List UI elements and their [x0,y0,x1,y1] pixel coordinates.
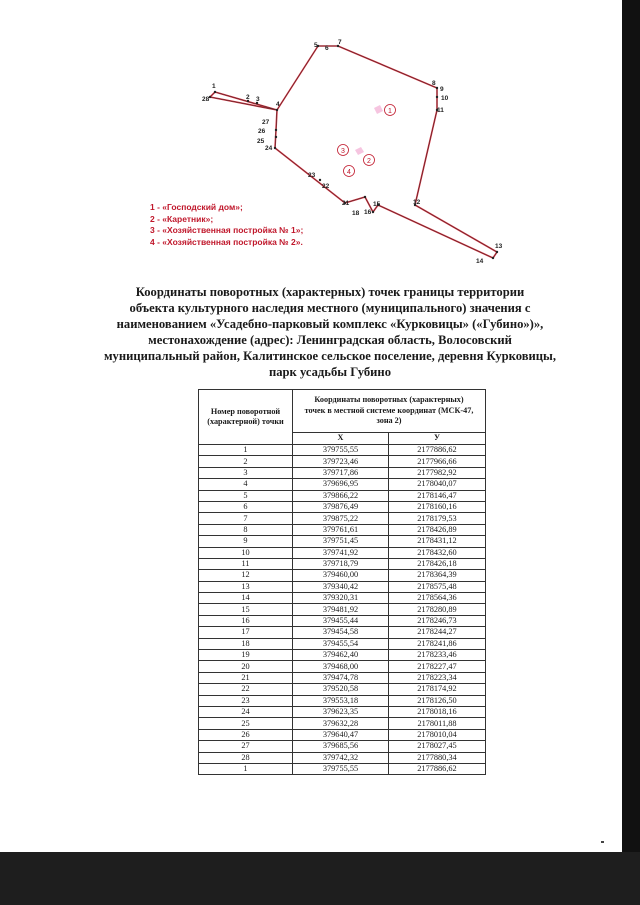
y-coordinate-cell: 2178280,89 [389,604,486,615]
heading-line: парк усадьбы Губино [269,365,391,379]
x-coordinate-cell: 379696,95 [293,479,389,490]
table-row [199,695,486,706]
point-label-21: 21 [342,200,350,207]
table-row [199,490,486,501]
svg-text:4: 4 [347,169,351,176]
svg-text:1: 1 [388,108,392,115]
table-row [199,661,486,672]
header-x: X [293,433,389,445]
y-coordinate-cell: 2178174,92 [389,684,486,695]
x-coordinate-cell: 379751,45 [293,536,389,547]
table-row [199,536,486,547]
point-number-cell: 17 [199,627,293,638]
x-coordinate-cell: 379320,31 [293,593,389,604]
y-coordinate-cell: 2178244,27 [389,627,486,638]
y-coordinate-cell: 2178432,60 [389,547,486,558]
scan-edge [622,0,640,905]
point-number-cell: 14 [199,593,293,604]
y-coordinate-cell: 2178431,12 [389,536,486,547]
x-coordinate-cell: 379474,78 [293,672,389,683]
point-label-12: 12 [413,199,421,206]
table-row [199,524,486,535]
point-number-cell: 1 [199,763,293,774]
plan-legend [150,202,370,248]
point-label-9: 9 [440,86,444,93]
point-number-cell: 25 [199,718,293,729]
x-coordinate-cell: 379742,32 [293,752,389,763]
legend-item: 3 - «Хозяйственная постройка № 1»; [150,225,304,235]
point-number-cell: 16 [199,615,293,626]
y-coordinate-cell: 2178246,73 [389,615,486,626]
point-number-cell: 13 [199,581,293,592]
building-marker-3 [338,145,349,156]
y-coordinate-cell: 2177886,62 [389,763,486,774]
legend-item: 1 - «Господский дом»; [150,202,243,212]
x-coordinate-cell: 379340,42 [293,581,389,592]
building-marker-1 [374,105,396,116]
table-row [199,763,486,774]
x-coordinate-cell: 379723,46 [293,456,389,467]
point-label-10: 10 [441,95,449,102]
table-row [199,581,486,592]
point-number-cell: 12 [199,570,293,581]
point-number-cell: 23 [199,695,293,706]
table-row [199,479,486,490]
x-coordinate-cell: 379685,56 [293,741,389,752]
point-label-23: 23 [308,172,316,179]
y-coordinate-cell: 2178018,16 [389,706,486,717]
building-marker-4 [344,166,355,177]
y-coordinate-cell: 2177886,62 [389,445,486,456]
heading-line: объекта культурного наследия местного (муниципального) значения с [129,301,531,315]
point-number-cell: 21 [199,672,293,683]
x-coordinate-cell: 379640,47 [293,729,389,740]
x-coordinate-cell: 379623,35 [293,706,389,717]
table-row [199,638,486,649]
x-coordinate-cell: 379468,00 [293,661,389,672]
point-label-8: 8 [432,80,436,87]
table-row [199,547,486,558]
table-row [199,593,486,604]
table-row [199,456,486,467]
x-coordinate-cell: 379520,58 [293,684,389,695]
point-label-11: 11 [437,107,444,114]
y-coordinate-cell: 2178426,89 [389,524,486,535]
svg-text:3: 3 [341,148,345,155]
point-label-24: 24 [265,145,273,152]
building-marker-2 [355,147,375,166]
y-coordinate-cell: 2178364,39 [389,570,486,581]
y-coordinate-cell: 2178564,36 [389,593,486,604]
point-number-cell: 4 [199,479,293,490]
y-coordinate-cell: 2178146,47 [389,490,486,501]
heading-line: наименованием «Усадебно-парковый комплекс «Курковицы» («Губино»)», [116,317,544,331]
point-number-cell: 10 [199,547,293,558]
point-label-3: 3 [256,96,260,103]
table-row [199,570,486,581]
table-row [199,445,486,456]
x-coordinate-cell: 379761,61 [293,524,389,535]
table-row [199,706,486,717]
x-coordinate-cell: 379455,54 [293,638,389,649]
y-coordinate-cell: 2178011,88 [389,718,486,729]
point-number-cell: 19 [199,650,293,661]
x-coordinate-cell: 379553,18 [293,695,389,706]
x-coordinate-cell: 379455,44 [293,615,389,626]
point-number-cell: 3 [199,467,293,478]
x-coordinate-cell: 379755,55 [293,763,389,774]
legend-item: 2 - «Каретник»; [150,213,214,224]
point-number-cell: 1 [199,445,293,456]
heading-line: местонахождение (адрес): Ленинградская область, Волосовский [148,333,512,347]
table-row [199,672,486,683]
table-row [199,604,486,615]
table-row [199,501,486,512]
table-row [199,729,486,740]
y-coordinate-cell: 2178010,04 [389,729,486,740]
table-row [199,627,486,638]
x-coordinate-cell: 379632,28 [293,718,389,729]
point-label-16: 16 [364,209,372,216]
point-number-cell: 22 [199,684,293,695]
point-number-cell: 5 [199,490,293,501]
x-coordinate-cell: 379462,40 [293,650,389,661]
x-coordinate-cell: 379875,22 [293,513,389,524]
table-row [199,558,486,569]
y-coordinate-cell: 2177982,92 [389,467,486,478]
point-label-14: 14 [476,258,484,265]
y-coordinate-cell: 2177966,66 [389,456,486,467]
point-number-cell: 26 [199,729,293,740]
point-number-cell: 28 [199,752,293,763]
point-label-2: 2 [246,94,250,101]
point-number-cell: 6 [199,501,293,512]
point-label-5: 5 [314,42,318,49]
header-coordinates: Координаты поворотных (характерных) точек в местной системе координат (МСК-47, зона 2) [293,390,486,433]
header-point-number: Номер поворотной (характерной) точки [199,390,293,445]
heading-line: муниципальный район, Калитинское сельское поселение, деревня Курковицы, [103,349,557,363]
point-label-4: 4 [276,101,280,108]
coordinates-table-body [199,445,486,775]
y-coordinate-cell: 2178233,46 [389,650,486,661]
point-label-27: 27 [262,119,270,126]
x-coordinate-cell: 379876,49 [293,501,389,512]
point-label-15: 15 [373,201,381,208]
point-label-7: 7 [338,39,342,46]
point-number-cell: 27 [199,741,293,752]
table-row [199,467,486,478]
y-coordinate-cell: 2177880,34 [389,752,486,763]
table-row [199,741,486,752]
scan-bottom-band [0,852,640,905]
point-number-cell: 20 [199,661,293,672]
table-row [199,513,486,524]
point-label-6: 6 [325,45,329,52]
table-row [199,718,486,729]
table-row [199,684,486,695]
svg-text:2: 2 [367,158,371,165]
coordinates-table [198,389,486,775]
document-heading [40,284,620,380]
y-coordinate-cell: 2178241,86 [389,638,486,649]
point-number-cell: 2 [199,456,293,467]
legend-item: 4 - «Хозяйственная постройка № 2». [150,236,303,247]
x-coordinate-cell: 379718,79 [293,558,389,569]
y-coordinate-cell: 2178179,53 [389,513,486,524]
x-coordinate-cell: 379460,00 [293,570,389,581]
point-label-26: 26 [258,128,266,135]
point-number-cell: 9 [199,536,293,547]
point-label-18: 18 [352,210,360,217]
y-coordinate-cell: 2178575,48 [389,581,486,592]
x-coordinate-cell: 379454,58 [293,627,389,638]
x-coordinate-cell: 379741,92 [293,547,389,558]
point-label-1: 1 [212,83,216,90]
point-label-28: 28 [202,96,210,103]
point-number-cell: 7 [199,513,293,524]
y-coordinate-cell: 2178040,07 [389,479,486,490]
y-coordinate-cell: 2178160,16 [389,501,486,512]
x-coordinate-cell: 379717,86 [293,467,389,478]
table-row [199,650,486,661]
y-coordinate-cell: 2178223,34 [389,672,486,683]
point-label-22: 22 [322,183,330,190]
x-coordinate-cell: 379755,55 [293,445,389,456]
heading-line: Координаты поворотных (характерных) точек границы территории [135,285,525,299]
y-coordinate-cell: 2178027,45 [389,741,486,752]
scan-mark [601,841,604,843]
header-y: У [389,433,486,445]
x-coordinate-cell: 379866,22 [293,490,389,501]
point-label-25: 25 [257,138,265,145]
y-coordinate-cell: 2178426,18 [389,558,486,569]
y-coordinate-cell: 2178227,47 [389,661,486,672]
table-row [199,615,486,626]
y-coordinate-cell: 2178126,50 [389,695,486,706]
point-label-13: 13 [495,243,503,250]
point-number-cell: 15 [199,604,293,615]
table-row [199,752,486,763]
point-number-cell: 24 [199,706,293,717]
point-number-cell: 18 [199,638,293,649]
point-number-cell: 11 [199,558,293,569]
point-number-cell: 8 [199,524,293,535]
x-coordinate-cell: 379481,92 [293,604,389,615]
